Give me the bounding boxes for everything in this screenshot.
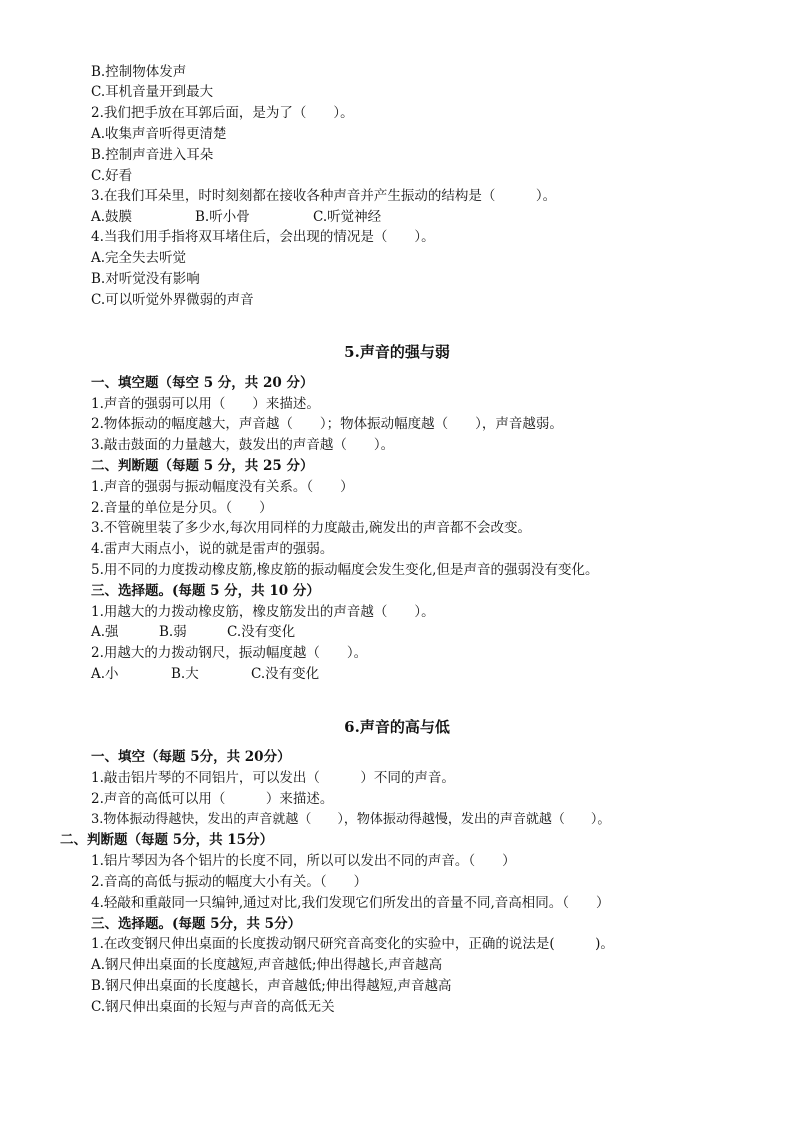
s6-choice-header: 三、选择题。(每题 5分，共 5分）	[91, 916, 302, 932]
s5-choice-header: 三、选择题。(每题 5 分，共 10 分）	[91, 583, 320, 599]
prev-question-3: 3.在我们耳朵里，时时刻刻都在接收各种声音并产生振动的结构是（ ）。	[91, 188, 557, 204]
s5-fill-1: 1.声音的强弱可以用（ ）来描述。	[91, 396, 320, 412]
s5-judge-5: 5.用不同的力度拨动橡皮筋,橡皮筋的振动幅度会发生变化,但是声音的强弱没有变化。	[91, 562, 599, 578]
s5-judge-4: 4.雷声大雨点小，说的就是雷声的强弱。	[91, 541, 334, 557]
prev-q2-option-a: A.收集声音听得更清楚	[91, 126, 227, 142]
s6-choice-1-option-b: B.钢尺伸出桌面的长度越长，声音越低;伸出得越短,声音越高	[91, 978, 452, 994]
s6-fill-2: 2.声音的高低可以用（ ）来描述。	[91, 791, 334, 807]
s5-choice-1-option-c: C.没有变化	[227, 624, 296, 640]
prev-q2-option-c: C.好看	[91, 168, 133, 184]
s5-judge-1: 1.声音的强弱与振动幅度没有关系。（ ）	[91, 479, 354, 495]
s5-choice-2-option-c: C.没有变化	[251, 666, 320, 682]
prev-q3-option-c: C.听觉神经	[313, 209, 382, 225]
s6-choice-1: 1.在改变钢尺伸出桌面的长度拨动钢尺研究音高变化的实验中，正确的说法是( )。	[91, 936, 614, 952]
s5-choice-2-options	[91, 664, 319, 684]
s5-fill-3: 3.敲击鼓面的力量越大，鼓发出的声音越（ ）。	[91, 437, 395, 453]
s6-choice-1-option-a: A.钢尺伸出桌面的长度越短,声音越低;伸出得越长,声音越高	[91, 957, 443, 973]
prev-question-2: 2.我们把手放在耳郭后面，是为了（ ）。	[91, 105, 354, 121]
s5-choice-2: 2.用越大的力拨动钢尺，振动幅度越（ ）。	[91, 645, 368, 661]
s6-judge-1: 1.铝片琴因为各个铝片的长度不同，所以可以发出不同的声音。（ ）	[91, 853, 516, 869]
s6-fill-1: 1.敲击铝片琴的不同铝片，可以发出（ ）不同的声音。	[91, 770, 455, 786]
prev-q3-option-a: A.鼓膜	[91, 209, 133, 225]
prev-q4-option-a: A.完全失去听觉	[91, 250, 187, 266]
s5-fill-2: 2.物体振动的幅度越大，声音越（ ）；物体振动幅度越（ ），声音越弱。	[91, 416, 563, 432]
s6-fill-header: 一、填空（每题 5分，共 20分）	[91, 749, 291, 765]
prev-question-4: 4.当我们用手指将双耳堵住后，会出现的情况是（ ）。	[91, 229, 435, 245]
s5-choice-1: 1.用越大的力拨动橡皮筋，橡皮筋发出的声音越（ ）。	[91, 604, 435, 620]
s5-choice-2-option-b: B.大	[171, 666, 199, 682]
s5-choice-1-option-b: B.弱	[159, 624, 187, 640]
s6-judge-3: 4.轻敲和重敲同一只编钟,通过对比,我们发现它们所发出的音量不同,音高相同。（ ）	[91, 895, 610, 911]
prev-q1-option-c: C.耳机音量开到最大	[91, 84, 214, 100]
s6-choice-1-option-c: C.钢尺伸出桌面的长短与声音的高低无关	[91, 999, 335, 1015]
prev-q4-option-b: B.对听觉没有影响	[91, 271, 200, 287]
s6-judge-2: 2.音高的高低与振动的幅度大小有关。（ ）	[91, 874, 368, 890]
prev-q3-options	[91, 207, 381, 227]
s5-choice-2-option-a: A.小	[91, 666, 119, 682]
section-6-title: 6.声音的高与低	[344, 718, 450, 736]
s5-choice-1-options	[91, 622, 295, 642]
s5-judge-2: 2.音量的单位是分贝。（ ）	[91, 500, 273, 516]
section-5-title: 5.声音的强与弱	[344, 343, 450, 361]
s6-fill-3: 3.物体振动得越快，发出的声音就越（ ），物体振动得越慢，发出的声音就越（ ）。	[91, 812, 611, 827]
s5-judge-3: 3.不管碗里装了多少水,每次用同样的力度敲击,碗发出的声音都不会改变。	[91, 520, 531, 536]
prev-q2-option-b: B.控制声音进入耳朵	[91, 147, 214, 163]
s5-fill-header: 一、填空题（每空 5 分，共 20 分）	[91, 375, 314, 391]
prev-q4-option-c: C.可以听觉外界微弱的声音	[91, 292, 254, 308]
s5-judge-header: 二、判断题（每题 5 分，共 25 分）	[91, 458, 314, 474]
prev-q1-option-b: B.控制物体发声	[91, 64, 187, 80]
s5-choice-1-option-a: A.强	[91, 624, 119, 640]
s6-judge-header: 二、判断题（每题 5分，共 15分）	[60, 832, 274, 848]
prev-q3-option-b: B.听小骨	[195, 209, 250, 225]
